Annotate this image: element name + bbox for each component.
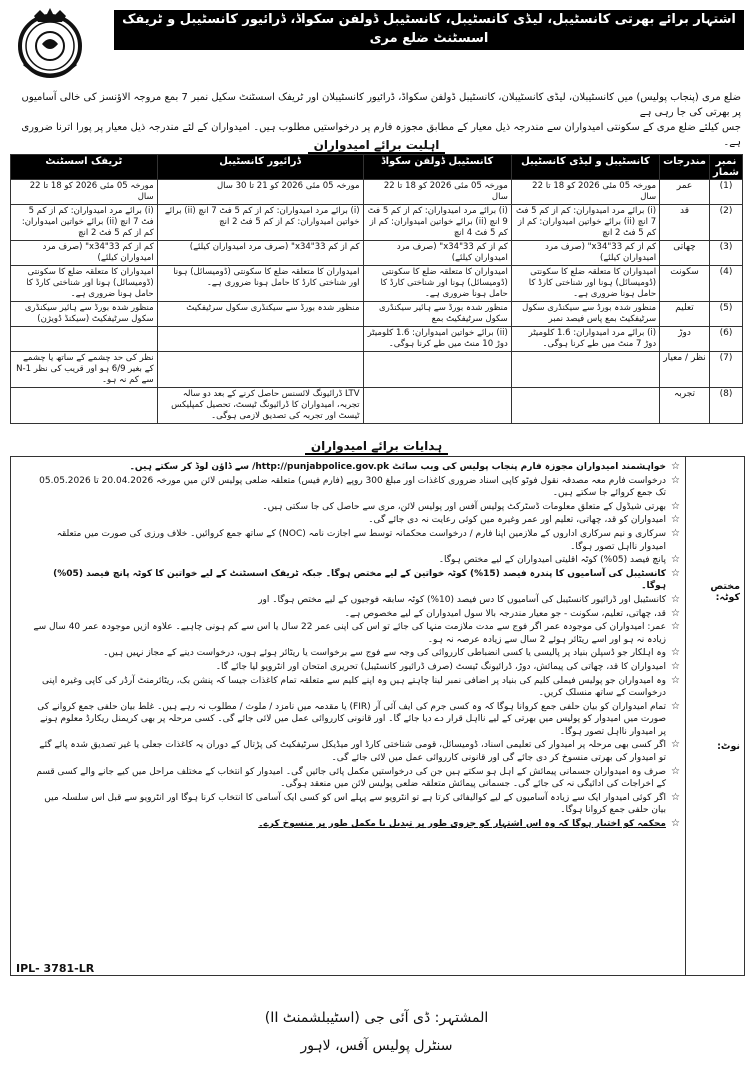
instruction-item — [32, 661, 680, 674]
instruction-item — [32, 501, 680, 514]
note-label: نوٹ: — [717, 741, 740, 752]
instruction-text: اگر کسی بھی مرحلہ پر امیدوار کی تعلیمی اسناد، ڈومیسائل، قومی شناختی کارڈ اور میڈیکل سرٹیفکیٹ کی پڑتال کے دوران یہ کاغذات جعلی یا غیر تصدیق شدہ پائے گئے تو امیدوار کی بھرتی منسوخ کر دی جائے گی اور قانونی کارروائی عمل میں لائی جائے گی۔ — [39, 740, 666, 764]
eligibility-row — [11, 302, 743, 327]
star-bullet-icon: ☆ — [671, 500, 680, 512]
footer-line1: المشتہر: ڈی آئی جی (اسٹیبلشمنٹ II) — [264, 1010, 489, 1026]
star-bullet-icon: ☆ — [671, 461, 680, 472]
instruction-text: امیدواران کا قد، چھاتی کی پیمائش، دوڑ، ڈرائیونگ ٹیسٹ (صرف ڈرائیور کانسٹیبل) تحریری امتحان اور انٹرویو لیا جائے گا۔ — [215, 661, 666, 672]
eligibility-cell-label: دوڑ — [660, 327, 710, 352]
eligibility-row — [11, 327, 743, 352]
eligibility-cell-c1: (i) برائے مرد امیدواران: 1.6 کلومیٹر دوڑ 7 منٹ میں طے کرنا ہوگی۔ — [511, 327, 659, 352]
eligibility-cell-label: قد — [660, 205, 710, 241]
eligibility-cell-c2: (i) برائے مرد امیدواران: کم از کم 5 فٹ 9 انچ (ii) برائے خواتین امیدواران: کم از کم 5 فٹ 4 انچ — [363, 205, 511, 241]
header-title-line1: اشتہار برائے بھرتی کانسٹیبل، لیڈی کانسٹیبل، کانسٹیبل ڈولفن سکواڈ، ڈرائیور کانسٹیبل و ٹریفک اسسٹنٹ ضلع مری — [122, 12, 736, 46]
eligibility-cell-c4 — [11, 327, 158, 352]
instruction-item — [32, 475, 680, 500]
star-bullet-icon: ☆ — [671, 791, 680, 803]
eligibility-header-row — [11, 155, 743, 180]
instruction-text: وہ اہلکار جو ڈسپلن بنیاد پر پالیسی یا کسی انضباطی کارروائی کی وجہ سے فوج سے برخواست یا ریٹائر ہوئے ہوں، درخواست دینے کے مجاز نہیں ہیں۔ — [103, 648, 666, 659]
instruction-item — [32, 792, 680, 817]
instruction-text: سرکاری و نیم سرکاری اداروں کے ملازمین اپنا فارم / درخواست محکمانہ توسط سے اجازت نامہ (NOC) کے ساتھ جمع کروائیں۔ خلاف ورزی کی صورت میں متعلقہ امیدوار نااہل تصور ہوگا۔ — [56, 528, 666, 552]
eligibility-cell-c4: کم از کم 33"x34" (صرف مرد امیدواران کیلئے) — [11, 241, 158, 266]
intro-paragraph-2: جس کیلئے ضلع مری کے سکونتی امیدواران سے مندرجہ ذیل معیار کے مطابق مجوزہ فارم پر درخواستیں مطلوب ہیں۔ امیدواران کے لئے مندرجہ ذیل معیار پر پورا اترنا ضروری ہے۔ — [21, 122, 741, 148]
instruction-text: صرف وہ امیدواران جسمانی پیمائش کے اہل ہو سکتے ہیں جن کی درخواستیں مکمل پائی جائیں گی۔ امیدوار کو انتخاب کے مختلف مراحل میں کیے جانے والے کسی قسم کے اخراجات کی ادائیگی نہ کی جائے گی۔ جسمانی پیمائش متعلقہ ضلعی پولیس لائن میں منعقد ہوگی۔ — [36, 766, 666, 790]
instruction-item — [32, 675, 680, 700]
quota-label: مختص کوٹہ: — [710, 581, 740, 603]
eligibility-cell-num: (3) — [709, 241, 742, 266]
instructions-title: ہدایات برائے امیدواران — [6, 439, 747, 453]
eligibility-row — [11, 266, 743, 302]
col-header-serial: نمبر شمار — [709, 155, 742, 180]
star-bullet-icon: ☆ — [671, 474, 680, 486]
instructions-box — [10, 456, 745, 976]
eligibility-cell-c4: نظر کی حد چشمے کے ساتھ یا چشمے کے بغیر 6/9 ہو اور قریب کی نظر 1-N سے کم نہ ہو۔ — [11, 352, 158, 388]
eligibility-cell-c1: مورخہ 05 مئی 2026 کو 18 تا 22 سال — [511, 180, 659, 205]
eligibility-cell-label: چھاتی — [660, 241, 710, 266]
eligibility-cell-c4: مورخہ 05 مئی 2026 کو 18 تا 22 سال — [11, 180, 158, 205]
eligibility-cell-c1: کم از کم 33"x34" (صرف مرد امیدواران کیلئے) — [511, 241, 659, 266]
star-bullet-icon: ☆ — [671, 818, 680, 830]
star-bullet-icon: ☆ — [671, 765, 680, 777]
eligibility-cell-num: (7) — [709, 352, 742, 388]
instruction-text: تمام امیدواران کو بیان حلفی جمع کروانا ہوگا کہ وہ کسی جرم کی ایف آئی آر (FIR) یا مقدمہ میں نامزد / ملوث / مطلوب نہ رہے ہیں۔ غلط بیان حلفی جمع کروانے کی صورت میں امیدوار کو پولیس میں بھرتی کے لیے نااہل قرار دے دیا جائے گا۔ اور قانونی کارروائی عمل میں لائی جائے گی۔ کسی مرحلہ پر بھی کریمنل ریکارڈ معلوم ہونے پر امیدوار نااہل تصور ہوگا۔ — [37, 701, 666, 737]
eligibility-cell-c2: امیدواران کا متعلقہ ضلع کا سکونتی (ڈومیسائل) ہونا اور شناختی کارڈ کا حامل ہونا ضروری ہے۔ — [363, 266, 511, 302]
star-bullet-icon: ☆ — [671, 514, 680, 526]
instruction-item — [32, 766, 680, 791]
star-bullet-icon: ☆ — [671, 674, 680, 686]
col-header-traffic: ٹریفک اسسٹنٹ — [11, 155, 158, 180]
eligibility-cell-c2: منظور شدہ بورڈ سے ہائیر سیکنڈری سکول سرٹیفکیٹ بمع — [363, 302, 511, 327]
eligibility-cell-c3 — [157, 327, 363, 352]
instruction-item — [32, 514, 680, 527]
instruction-text: قد، چھاتی، تعلیم، سکونت - جو معیار مندرجہ بالا سول امیدواران کے لیے مخصوص ہے۔ — [344, 608, 666, 619]
eligibility-cell-c1 — [511, 388, 659, 424]
star-bullet-icon: ☆ — [671, 647, 680, 659]
eligibility-cell-c3: امیدواران کا متعلقہ ضلع کا سکونتی (ڈومیسائل) ہونا اور شناختی کارڈ کا حامل ہونا ضروری ہے۔ — [157, 266, 363, 302]
instruction-item — [32, 594, 680, 607]
star-bullet-icon: ☆ — [671, 660, 680, 672]
instruction-text: اگر کوئی امیدوار ایک سے زیادہ آسامیوں کے لیے کوالیفائی کرتا ہے تو انٹرویو سے پہلے اس کو کسی ایک آسامی کا انتخاب کرنا ہوگا اور انٹرویو سے قبل اس سلسلہ میں بیان حلفی جمع کروانا ہوگا۔ — [44, 792, 666, 816]
eligibility-cell-c1 — [511, 352, 659, 388]
eligibility-cell-c3: مورخہ 05 مئی 2026 کو 21 تا 30 سال — [157, 180, 363, 205]
eligibility-cell-num: (4) — [709, 266, 742, 302]
instruction-item — [32, 461, 680, 474]
instruction-text: کانسٹیبل اور ڈرائیور کانسٹیبل کی آسامیوں کا دس فیصد (10%) کوٹہ سابقہ فوجیوں کے لیے مختص ہوگا۔ اور — [258, 594, 666, 605]
eligibility-cell-c2: کم از کم 33"x34" (صرف مرد امیدواران کیلئے) — [363, 241, 511, 266]
instruction-text: وہ امیدواران جو پولیس فیملی کلیم کی بنیاد پر اضافی نمبر لینا چاہتے ہیں وہ اپنے کلیم سے متعلقہ تمام کاغذات جیسا کہ پنشن بک، ریٹائرمنٹ آرڈر کی کاپی وغیرہ اپنی درخواست کے ساتھ منسلک کریں۔ — [42, 675, 666, 699]
eligibility-cell-label: نظر / معیار — [660, 352, 710, 388]
eligibility-cell-c3: کم از کم 33"x34" (صرف مرد امیدواران کیلئے) — [157, 241, 363, 266]
star-bullet-icon: ☆ — [671, 621, 680, 633]
instruction-text: خواہشمند امیدواران مجوزہ فارم پنجاب پولیس کی ویب سائٹ http://punjabpolice.gov.pk/ سے ڈاؤن لوڈ کر سکتے ہیں۔ — [129, 462, 666, 472]
eligibility-row — [11, 241, 743, 266]
instruction-item — [32, 608, 680, 621]
col-header-dolphin: کانسٹیبل ڈولفن سکواڈ — [363, 155, 511, 180]
eligibility-row — [11, 205, 743, 241]
col-header-driver: ڈرائیور کانسٹیبل — [157, 155, 363, 180]
instruction-list — [32, 461, 680, 832]
instruction-item — [32, 739, 680, 764]
eligibility-cell-num: (1) — [709, 180, 742, 205]
star-bullet-icon: ☆ — [671, 700, 680, 712]
eligibility-cell-label: سکونت — [660, 266, 710, 302]
eligibility-cell-c3 — [157, 352, 363, 388]
eligibility-cell-label: تجربہ — [660, 388, 710, 424]
star-bullet-icon: ☆ — [671, 567, 680, 579]
header-banner — [114, 10, 744, 65]
col-header-constable: کانسٹیبل و لیڈی کانسٹیبل — [511, 155, 659, 180]
eligibility-cell-c3: (i) برائے مرد امیدواران: کم از کم 5 فٹ 7 انچ (ii) برائے خواتین امیدواران: کم از کم 5 فٹ 2 انچ — [157, 205, 363, 241]
instruction-item — [32, 818, 680, 831]
eligibility-row — [11, 180, 743, 205]
punjab-police-emblem-icon — [12, 6, 88, 80]
eligibility-cell-c4: منظور شدہ بورڈ سے ہائیر سیکنڈری سکول سرٹیفکیٹ (سیکنڈ ڈویژن) — [11, 302, 158, 327]
eligibility-cell-c1: منظور شدہ بورڈ سے سیکنڈری سکول سرٹیفکیٹ بمع پاس فیصد نمبر — [511, 302, 659, 327]
eligibility-cell-c1: امیدواران کا متعلقہ ضلع کا سکونتی (ڈومیسائل) ہونا اور شناختی کارڈ کا حامل ہونا ضروری ہے۔ — [511, 266, 659, 302]
instruction-text: محکمہ کو اختیار ہوگا کہ وہ اس اشتہار کو جزوی طور پر تبدیل یا مکمل طور پر منسوخ کرے۔ — [258, 819, 666, 830]
header-title-line2: (پنجاب پولیس) — [381, 50, 477, 65]
instruction-item — [32, 701, 680, 739]
star-bullet-icon: ☆ — [671, 593, 680, 605]
instruction-text: درخواست فارم معہ مصدقہ نقول فوٹو کاپی اسناد ضروری کاغذات اور مبلغ 300 روپے (فارم فیس) متعلقہ ضلعی پولیس لائن میں مورخہ 20.04.2026 تا 05.05.2026 تک جمع کروائے جا سکتے ہیں۔ — [39, 475, 666, 499]
eligibility-cell-label: تعلیم — [660, 302, 710, 327]
eligibility-cell-c3: LTV ڈرائیونگ لائسنس حاصل کرنے کے بعد دو سالہ تجربہ، امیدواران کا ڈرائیونگ ٹیسٹ، تحصیل کمپلیکس ٹیسٹ اور تجربہ کی تصدیق لازمی ہوگی۔ — [157, 388, 363, 424]
intro-paragraph-1: ضلع مری (پنجاب پولیس) میں کانسٹیبلان، لیڈی کانسٹیبلان، کانسٹیبل ڈولفن سکواڈ، ڈرائیور کانسٹیبلان اور ٹریفک اسسٹنٹ سکیل نمبر 7 بمع مروجہ الاؤنسز کی خالی آسامیوں پر بھرتی کی جا رہی ہے — [21, 92, 741, 118]
col-header-label: مندرجات — [660, 155, 710, 180]
eligibility-cell-num: (8) — [709, 388, 742, 424]
eligibility-title: اہلیت برائے امیدواران — [6, 138, 747, 152]
footer-line2: سنٹرل پولیس آفس، لاہور — [300, 1038, 453, 1054]
instruction-text: کانسٹیبل کی آسامیوں کا پندرہ فیصد (15%) کوٹہ خواتین کے لیے مختص ہوگا۔ جبکہ ٹریفک اسسٹنٹ کے لیے خواتین کا کوٹہ پانچ فیصد (05%) ہوگا۔ — [53, 568, 666, 592]
instruction-item — [32, 554, 680, 567]
advertisement-page — [6, 4, 747, 1082]
instruction-item — [32, 621, 680, 646]
instruction-text: بھرتی شیڈول کے متعلق معلومات ڈسٹرکٹ پولیس آفس اور پولیس لائن، مری سے حاصل کی جا سکتی ہیں۔ — [262, 501, 666, 512]
instructions-side-column — [685, 457, 744, 975]
eligibility-row — [11, 388, 743, 424]
instruction-item — [32, 568, 680, 593]
eligibility-cell-num: (6) — [709, 327, 742, 352]
eligibility-row — [11, 352, 743, 388]
footer-issuer — [6, 1004, 747, 1060]
eligibility-cell-num: (5) — [709, 302, 742, 327]
eligibility-cell-c2 — [363, 388, 511, 424]
eligibility-table — [10, 154, 743, 424]
eligibility-cell-c4 — [11, 388, 158, 424]
instruction-item — [32, 528, 680, 553]
instruction-text: پانچ فیصد (05%) کوٹہ اقلیتی امیدواران کے لیے مختص ہوگا۔ — [438, 555, 666, 566]
eligibility-cell-c2: مورخہ 05 مئی 2026 کو 18 تا 22 سال — [363, 180, 511, 205]
star-bullet-icon: ☆ — [671, 554, 680, 566]
reference-code: IPL- 3781-LR — [16, 962, 95, 975]
instruction-text: عمر: امیدواران کی موجودہ عمر اگر فوج سے مدت ملازمت منہا کی جائے تو اس کی اپنی عمر 22 سال یا اس سے کم ہونی چاہیے۔ علاوہ ازیں موجودہ عمر 40 سال سے زیادہ نہ ہو اور اسے ریٹائر ہوئے 2 سال سے زیادہ عرصہ نہ ہو۔ — [33, 622, 666, 645]
instruction-text: امیدواران کو قد، چھاتی، تعلیم اور عمر وغیرہ میں کوئی رعایت نہ دی جائے گی۔ — [368, 515, 666, 526]
eligibility-cell-num: (2) — [709, 205, 742, 241]
eligibility-cell-c2 — [363, 352, 511, 388]
star-bullet-icon: ☆ — [671, 527, 680, 539]
star-bullet-icon: ☆ — [671, 739, 680, 751]
star-bullet-icon: ☆ — [671, 607, 680, 619]
eligibility-cell-c4: امیدواران کا متعلقہ ضلع کا سکونتی (ڈومیسائل) ہونا اور شناختی کارڈ کا حامل ہونا ضروری ہے۔ — [11, 266, 158, 302]
instruction-item — [32, 647, 680, 660]
eligibility-cell-label: عمر — [660, 180, 710, 205]
eligibility-cell-c1: (i) برائے مرد امیدواران: کم از کم 5 فٹ 7 انچ (ii) برائے خواتین امیدواران: کم از کم 5 فٹ 2 انچ — [511, 205, 659, 241]
eligibility-cell-c3: منظور شدہ بورڈ سے سیکنڈری سکول سرٹیفکیٹ — [157, 302, 363, 327]
eligibility-cell-c2: (ii) برائے خواتین امیدواران: 1.6 کلومیٹر دوڑ 10 منٹ میں طے کرنا ہوگی۔ — [363, 327, 511, 352]
eligibility-cell-c4: (i) برائے مرد امیدواران: کم از کم 5 فٹ 7 انچ (ii) برائے خواتین امیدواران: کم از کم 5 فٹ 2 انچ — [11, 205, 158, 241]
